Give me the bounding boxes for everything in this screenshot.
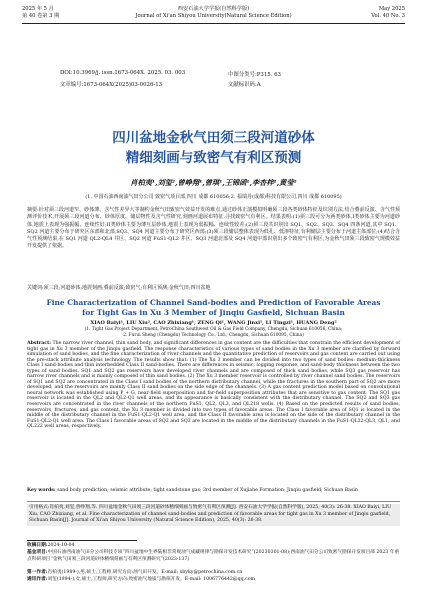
header-date-en: May 2025 <box>378 6 405 12</box>
header-date-cn: 2025 年 5 月 <box>22 6 54 12</box>
paper-title-en <box>30 298 397 318</box>
header-volume-en: Vol. 40 No. 3 <box>371 13 405 19</box>
first-author-label: 第一作者: <box>27 570 48 575</box>
header-right <box>371 6 405 20</box>
keywords-en <box>27 488 400 494</box>
footnote-corresponding-author <box>27 577 400 584</box>
citation-box: 引用格式:肖柏夷,刘玺,曾峥翔,等. 四川盆地金秋气田须三段河道砂体精细刻画与致密气有利区预测[J]. 西安石油大学学报(自然科学版), 2025, 40(3): 26-38. XIAO Baiyi, LIU Xiu, CAO Zhixiang, et al. Fine characterization of channel sand-bodies and prediction of favorable areas for tight gas in Xu 3 member of Jinqiu gasfield, Sichuan Basin[J]. Journal of Xi'an Shiyou University (Natural Science Edition), 2025, 40(3): 26-38. <box>27 504 400 526</box>
doi[interactable]: DOI:10.3969/j. issn.1673-064X. 2025. 03. 003 <box>60 70 186 76</box>
footnote-received <box>27 543 400 550</box>
title-cn-line-2: 精细刻画与致密气有利区预测 <box>125 150 302 166</box>
affiliation-en-1: (1. Tight Gas Project Department, PetroChina Southwest Oil & Gas Field Company, Chengdu, Sichuan 610056, China; <box>84 327 343 332</box>
authors-en: XIAO Baiyi¹, LIU Xiu², CAO Zhixiang¹, ZENG Qi¹, WANG Jinxi¹, LI Tingzi¹, HUANG Deng² <box>90 320 337 326</box>
article-number: 文章编号:1673-064X(2025)03-0026-13 <box>60 82 163 88</box>
fund-text: 中国石油西南油气田分公司科技专项“四川盆地中生界陆相非常规油气成藏规律与勘探开发技术研究”(20230301-08);西南油气田分公司致密气勘探开发项目部 2023 年重点科研项目“金秋气田须三段河道砂体精细刻画与有利区预测研究”(2023-137) <box>27 550 400 562</box>
fund-label: 基金项目: <box>27 550 48 555</box>
footnote-fund <box>27 550 400 563</box>
abstract-cn: 摘要:针对须三段河道窄、砂体薄、含气性差异大等制约金秋气田致密气效益开发的难点,通过砂体正演模拟明确须三段各类砂体特征及识别方法,结合叠前反演、含气性预测评价技术,开展须三段河道分布、砂体厚度、储层物性及含气性研究,刻画河道展布特征,寻找致密气有利区。结果表明:(1)须三段可分为两类砂体,I类砂体主要为河道砂体,地震上表现为强振幅、连续性好;II类砂体主要为薄互层砂体,地震上表现为弱振幅、连续性较差;(2)须三段共识别出 SQ1、SQ2、SQ3、SQ4 四条河道,其中 SQ1、SQ2 河道主要分布于研究区东部和北部,SQ3、SQ4 河道主要分布于研究区西部;(3)须三段储层整体表现为低孔、低渗特征,有利储层主要分布于河道主体部位;(4)结合含气性预测结果,在 SQ1 河道 QL2-QL4 井区、SQ2 河道 FuS1-QL2 井区、SQ3 河道北部及 SQ4 河道中部识别出多个致密气有利区,为金秋气田须三段致密气规模效益开发提供了依据。 <box>27 207 400 250</box>
first-author-text: 肖柏夷(1989-),男,硕士,工程师,研究方向:油气田开发。E-mail: xbyky@petrochina.com.cn <box>47 570 243 575</box>
header-center <box>22 6 405 20</box>
header-divider <box>22 23 405 24</box>
clc-number: 中图分类号:P315. 63 <box>228 72 281 78</box>
title-en-line-1: Fine Characterization of Channel Sand-bodies and Prediction of Favorable Areas <box>46 298 381 307</box>
corr-author-label: 通讯作者: <box>27 577 48 582</box>
footnote-divider <box>27 540 137 541</box>
keywords-en-label: Key words: <box>27 488 56 493</box>
keywords-en-text: sand body prediction; seismic attribute; tight sandstone gas; 3rd member of Xujiahe Formation; Jinqiu gasfield; Sichuan Basin <box>57 488 358 493</box>
citation-divider <box>27 501 400 502</box>
corr-author-text: 刘玺(1994-),女,硕士,工程师,研究方向:致密油气地质与勘探开发。E-mail: 1006776442@qq.com <box>47 577 255 582</box>
received-date: 2024-10-04 <box>47 543 75 548</box>
header-volume-cn: 第 40 卷第 3 期 <box>22 13 60 19</box>
paper-title-cn <box>20 128 407 168</box>
affiliations-en <box>20 327 407 338</box>
abstract-en <box>27 341 400 430</box>
title-en-line-2: for Tight Gas in Xu 3 Member of Jinqiu Gasfield, Sichuan Basin <box>82 308 345 317</box>
footnote-first-author <box>27 570 400 577</box>
journal-name-cn: 西安石油大学学报(自然科学版) <box>177 6 250 12</box>
title-cn-line-1: 四川盆地金秋气田须三段河道砂体 <box>112 130 315 146</box>
affiliations-cn: (1. 中国石油西南油气田分公司 致密气项目部,四川 成都 610056;2. 福瑞丹(成都)科技有限公司,四川 成都 610095) <box>85 194 342 200</box>
abstract-en-text: The narrow river channel, thin sand body, and significant differences in gas content are the difficulties that constrain the efficient development of tight gas in Xu 3 member of the Jinqiu gasfield. The response characteristics of various types of sand bodies in the Xu 3 member are clarified by forward simulation of sand bodies, and the fine characterization of river channels and the quantitative prediction of reservoirs and gas content are carried out using the pre-stack attribute analysis technology. The results show that: (1) The Xu 3 member can be divided into two types of sand bodies: medium-thickness Class I sand-bodies and thin interbedded Class II sand-bodies. There are differences in seismic, logging response, and sand-body thickness between the two types of sand bodies. SQ1 and SQ2 gas reservoirs have developed river channels and are composed of thick sand bodies, while SQ3 gas reservoir has narrow river channels and is mainly composed of thin sand bodies. (2) The Xu 3 member reservoir is controlled by river channel sand bodies. The reservoirs of SQ1 and SQ2 are concentrated in the Class I sand bodies of the northern distributary channel, while the fractures in the southern part of SQ2 are more developed, and the reservoirs are mainly Class II sand bodies on the side edge of the channels. (3) A gas content prediction model based on convolutional neural network was established using P + G, near-field superposition and far-field superposition attributes that are sensitive to gas content. The SQ1 gas reservoir is located in the QL2 and QL2-Q1 well areas, and its appearance is basically consistent with the distributary channel. The SQ2 and SQ3 gas reservoirs are concentrated in the river channels of the northern FuS1, QL2, QL3, and QL218 wells. (4) Based on the predicted results of sand bodies, reservoirs, fractures, and gas content, the Xu 3 member is divided into two types of favorable areas. The Class I favorable area of SQ1 is located in the middle of the distributary channel in the FuS1-QL2-Q1 well area, and the Class II favorable area is located on the side of the distributary channel in the FuS1-QL2-Q1 well area. The Class I favorable areas of SQ2 and SQ3 are located in the middle of the distributary channels in the FuS1-QL32-QL3, QL1, and QL222 well areas, respectively. <box>27 341 401 430</box>
document-code: 文献标识码:A <box>228 82 261 88</box>
abstract-en-label: Abstract: <box>27 341 51 346</box>
journal-name-en: Journal of Xi'an Shiyou University(Natural Science Edition) <box>135 13 292 19</box>
affiliation-en-2: 2. Furui Sheng (Chengdu) Technology Co., Ltd., Chengdu, Sichuan 610095, China) <box>123 332 304 338</box>
keywords-cn: 关键词:须三段;河道砂体;地震刻画;叠前反演;致密气;有利区预测;金秋气田;四川盆地 <box>27 285 211 291</box>
received-label: 收稿日期: <box>27 543 48 548</box>
running-header <box>22 6 405 30</box>
authors-cn: 肖柏夷¹,刘玺²,曾峥翔¹,曾琪¹,王锦函¹,李杏梓¹,黄莹² <box>130 178 297 187</box>
